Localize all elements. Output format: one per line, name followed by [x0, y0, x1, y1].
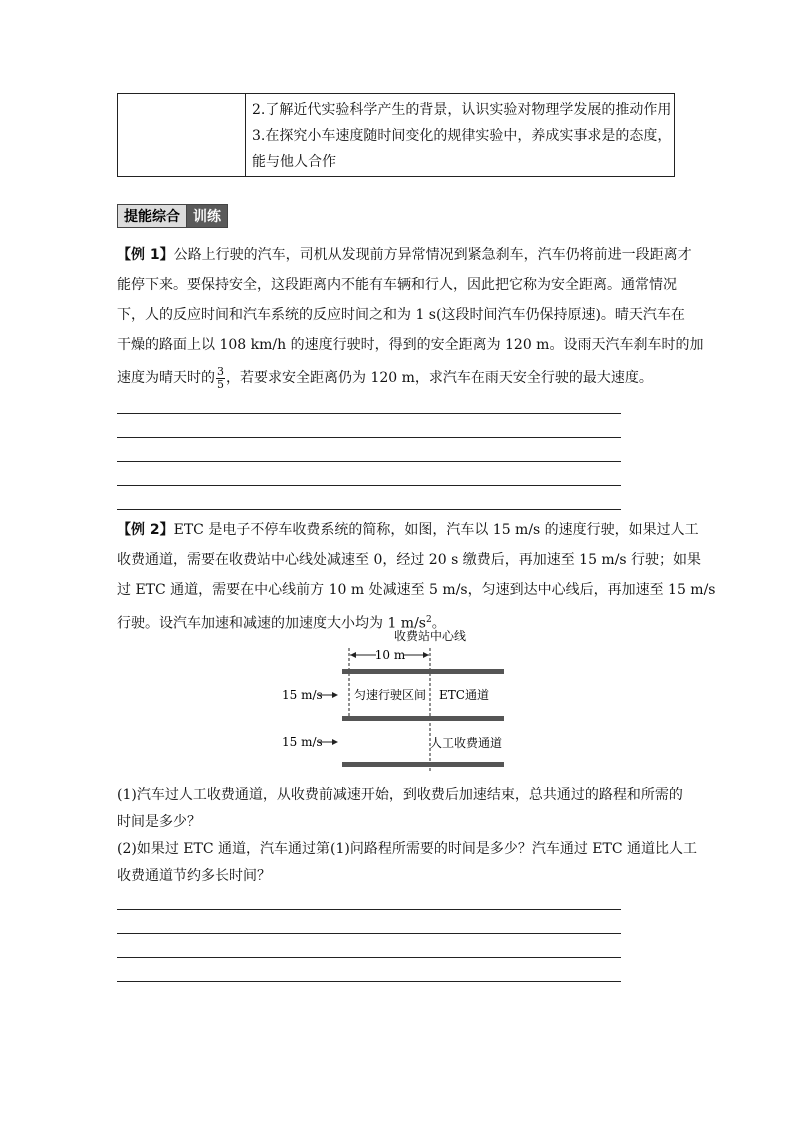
example-2-tag: 【例 2】	[117, 522, 174, 538]
answer-line[interactable]	[117, 909, 621, 910]
manual-lane-label: 人工收费通道	[429, 736, 503, 750]
arrow-head-left-icon	[350, 652, 356, 658]
example-1-text: 干燥的路面上以 108 km/h 的速度行驶时，得到的安全距离为 120 m。设雨天汽车刹车时的加	[117, 337, 704, 353]
arrow-head-right-icon	[423, 652, 429, 658]
answer-line[interactable]	[117, 485, 621, 486]
speed-label-top: 15 m/s	[282, 688, 323, 702]
arrow-right-icon	[332, 739, 338, 745]
table-line: 3.在探究小车速度随时间变化的规律实验中，养成实事求是的态度，	[252, 128, 672, 144]
question-text: (2)如果过 ETC 通道，汽车通过第(1)问路程所需要的时间是多少？汽车通过 ETC 通道比人工	[117, 841, 697, 857]
example-1-text: 能停下来。要保持安全，这段距离内不能有车辆和行人，因此把它称为安全距离。通常情况	[117, 277, 677, 293]
example-2-text: ETC 是电子不停车收费系统的简称，如图，汽车以 15 m/s 的速度行驶，如果过人工	[173, 522, 699, 538]
etc-lane-label: ETC通道	[439, 688, 489, 702]
center-line-label: 收费站中心线	[393, 629, 467, 643]
question-text: (1)汽车过人工收费通道，从收费前减速开始，到收费后加速结束，总共通过的路程和所需的	[117, 787, 683, 803]
road-barrier-middle	[342, 716, 504, 721]
answer-line[interactable]	[117, 957, 621, 958]
etc-diagram	[270, 620, 540, 780]
arrow-right-icon	[332, 692, 338, 698]
answer-line[interactable]	[117, 437, 621, 438]
section-badge-right: 训练	[186, 204, 228, 228]
objectives-table	[117, 93, 675, 177]
fraction-numerator: 3	[217, 364, 224, 378]
section-badge-left: 提能综合	[117, 204, 186, 228]
answer-line[interactable]	[117, 509, 621, 510]
fraction-denominator: 5	[217, 377, 224, 391]
example-1-text: 速度为晴天时的	[117, 370, 215, 386]
answer-line[interactable]	[117, 981, 621, 982]
table-line: 能与他人合作	[252, 154, 336, 170]
section-badge	[117, 204, 228, 228]
example-2-text: 过 ETC 通道，需要在中心线前方 10 m 处减速至 5 m/s，匀速到达中心线后，再加速至 15 m/s	[117, 582, 716, 598]
example-2-text: 。	[431, 615, 446, 632]
question-text: 收费通道节约多长时间？	[117, 868, 271, 884]
example-1-tag: 【例 1】	[117, 247, 174, 263]
table-right-cell	[252, 97, 672, 175]
road-barrier-bottom	[342, 762, 504, 767]
speed-label-bottom: 15 m/s	[282, 735, 323, 749]
zone-label: 匀速行驶区间	[353, 688, 427, 702]
answer-line[interactable]	[117, 413, 621, 414]
etc-diagram-svg	[270, 620, 540, 780]
distance-label: 10 m	[374, 648, 406, 662]
table-line: 2.了解近代实验科学产生的背景，认识实验对物理学发展的推动作用	[252, 102, 672, 118]
example-1-text: 下，人的反应时间和汽车系统的反应时间之和为 1 s(这段时间汽车仍保持原速)。晴天汽车在	[117, 307, 685, 323]
table-left-cell	[118, 94, 246, 176]
example-2-text: 行驶。设汽车加速和减速的加速度大小均为 1 m/s	[117, 615, 426, 632]
example-1-text: ，若要求安全距离仍为 120 m，求汽车在雨天安全行驶的最大速度。	[226, 370, 653, 386]
question-text: 时间是多少？	[117, 814, 201, 830]
superscript: 2	[425, 615, 432, 625]
example-1-text: 公路上行驶的汽车，司机从发现前方异常情况到紧急刹车，汽车仍将前进一段距离才	[173, 247, 692, 263]
road-barrier-top	[342, 669, 504, 674]
example-2-text: 收费通道，需要在收费站中心线处减速至 0，经过 20 s 缴费后，再加速至 15 m/s 行驶；如果	[117, 552, 702, 568]
example-1	[117, 240, 704, 396]
questions	[117, 782, 697, 890]
fraction	[216, 366, 225, 391]
answer-line[interactable]	[117, 933, 621, 934]
answer-line[interactable]	[117, 461, 621, 462]
